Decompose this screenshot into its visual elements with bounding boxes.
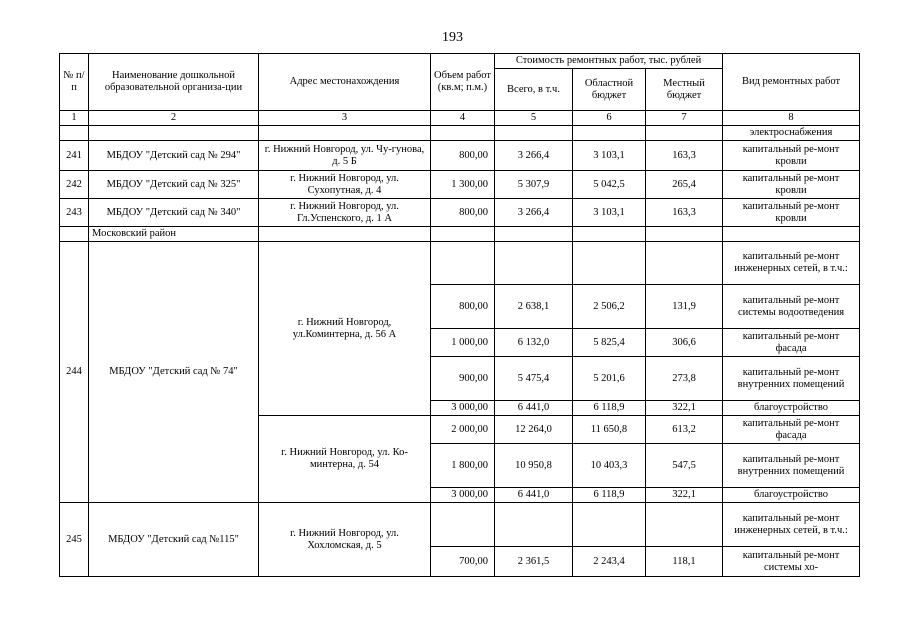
work-type-cell: капитальный ре-монт внутренних помещений bbox=[723, 357, 860, 401]
volume-cell: 800,00 bbox=[431, 285, 495, 329]
regional-cell: 6 118,9 bbox=[573, 488, 646, 503]
table-row bbox=[60, 199, 860, 227]
work-type-cell: капитальный ре-монт инженерных сетей, в т.ч.: bbox=[723, 242, 860, 285]
header-work-type: Вид ремонтных работ bbox=[723, 54, 860, 111]
total-cell: 3 266,4 bbox=[495, 199, 573, 227]
local-cell: 163,3 bbox=[646, 141, 723, 171]
local-cell: 163,3 bbox=[646, 199, 723, 227]
table-row bbox=[60, 126, 860, 141]
volume-cell: 1 300,00 bbox=[431, 171, 495, 199]
row-number: 243 bbox=[60, 199, 89, 227]
row-number: 245 bbox=[60, 503, 89, 577]
regional-cell: 3 103,1 bbox=[573, 141, 646, 171]
row-number: 241 bbox=[60, 141, 89, 171]
org-name-cell: МБДОУ "Детский сад № 340" bbox=[89, 199, 259, 227]
local-cell: 322,1 bbox=[646, 488, 723, 503]
regional-cell: 2 243,4 bbox=[573, 547, 646, 577]
header-n: № п/п bbox=[60, 54, 89, 111]
work-type-cell: капитальный ре-монт системы хо- bbox=[723, 547, 860, 577]
regional-cell: 11 650,8 bbox=[573, 416, 646, 444]
col-number: 4 bbox=[431, 111, 495, 126]
local-cell: 322,1 bbox=[646, 401, 723, 416]
header-cost-group: Стоимость ремонтных работ, тыс. рублей bbox=[495, 54, 723, 69]
regional-cell: 10 403,3 bbox=[573, 444, 646, 488]
regional-cell: 5 825,4 bbox=[573, 329, 646, 357]
org-name-cell: МБДОУ "Детский сад № 294" bbox=[89, 141, 259, 171]
volume-cell: 1 000,00 bbox=[431, 329, 495, 357]
district-label: Московский район bbox=[89, 227, 259, 242]
work-type-cell: капитальный ре-монт кровли bbox=[723, 171, 860, 199]
page-number: 193 bbox=[442, 30, 463, 45]
row-number: 242 bbox=[60, 171, 89, 199]
table-row bbox=[60, 171, 860, 199]
col-number: 7 bbox=[646, 111, 723, 126]
local-cell: 265,4 bbox=[646, 171, 723, 199]
volume-cell: 900,00 bbox=[431, 357, 495, 401]
address-cell: г. Нижний Новгород, ул. Ко-минтерна, д. 54 bbox=[259, 416, 431, 503]
work-type-cell: капитальный ре-монт фасада bbox=[723, 329, 860, 357]
volume-cell: 3 000,00 bbox=[431, 488, 495, 503]
regional-cell: 5 201,6 bbox=[573, 357, 646, 401]
address-cell: г. Нижний Новгород, ул. Хохломская, д. 5 bbox=[259, 503, 431, 577]
table-row bbox=[60, 141, 860, 171]
volume-cell: 3 000,00 bbox=[431, 401, 495, 416]
district-row bbox=[60, 227, 860, 242]
total-cell: 10 950,8 bbox=[495, 444, 573, 488]
repair-works-table bbox=[59, 53, 860, 577]
work-type-cell: капитальный ре-монт кровли bbox=[723, 199, 860, 227]
local-cell: 118,1 bbox=[646, 547, 723, 577]
local-cell: 131,9 bbox=[646, 285, 723, 329]
col-number: 8 bbox=[723, 111, 860, 126]
address-cell: г. Нижний Новгород, ул. Чу-гунова, д. 5 Б bbox=[259, 141, 431, 171]
work-type-cell: благоустройство bbox=[723, 488, 860, 503]
header-name: Наименование дошкольной образовательной организа-ции bbox=[89, 54, 259, 111]
total-cell: 12 264,0 bbox=[495, 416, 573, 444]
header-address: Адрес местонахождения bbox=[259, 54, 431, 111]
total-cell: 6 132,0 bbox=[495, 329, 573, 357]
work-type-cell: капитальный ре-монт кровли bbox=[723, 141, 860, 171]
work-type-cell: капитальный ре-монт внутренних помещений bbox=[723, 444, 860, 488]
col-number: 5 bbox=[495, 111, 573, 126]
regional-cell: 2 506,2 bbox=[573, 285, 646, 329]
volume-cell: 2 000,00 bbox=[431, 416, 495, 444]
total-cell: 3 266,4 bbox=[495, 141, 573, 171]
total-cell: 6 441,0 bbox=[495, 488, 573, 503]
col-number: 3 bbox=[259, 111, 431, 126]
address-cell: г. Нижний Новгород, ул. Сухопутная, д. 4 bbox=[259, 171, 431, 199]
address-cell: г. Нижний Новгород, ул. Гл.Успенского, д. 1 А bbox=[259, 199, 431, 227]
total-cell: 2 638,1 bbox=[495, 285, 573, 329]
header-regional: Областной бюджет bbox=[573, 69, 646, 111]
address-cell: г. Нижний Новгород, ул.Коминтерна, д. 56 А bbox=[259, 242, 431, 416]
work-type-cell: капитальный ре-монт инженерных сетей, в т.ч.: bbox=[723, 503, 860, 547]
total-cell: 5 475,4 bbox=[495, 357, 573, 401]
table-row bbox=[60, 242, 860, 285]
header-local: Местный бюджет bbox=[646, 69, 723, 111]
local-cell: 306,6 bbox=[646, 329, 723, 357]
local-cell: 547,5 bbox=[646, 444, 723, 488]
total-cell: 6 441,0 bbox=[495, 401, 573, 416]
regional-cell: 5 042,5 bbox=[573, 171, 646, 199]
volume-cell: 700,00 bbox=[431, 547, 495, 577]
work-type-cell: капитальный ре-монт фасада bbox=[723, 416, 860, 444]
col-number: 2 bbox=[89, 111, 259, 126]
org-name-cell: МБДОУ "Детский сад №115" bbox=[89, 503, 259, 577]
header-total: Всего, в т.ч. bbox=[495, 69, 573, 111]
volume-cell: 800,00 bbox=[431, 199, 495, 227]
regional-cell: 6 118,9 bbox=[573, 401, 646, 416]
regional-cell: 3 103,1 bbox=[573, 199, 646, 227]
local-cell: 613,2 bbox=[646, 416, 723, 444]
work-type-cell: благоустройство bbox=[723, 401, 860, 416]
total-cell: 5 307,9 bbox=[495, 171, 573, 199]
volume-cell: 800,00 bbox=[431, 141, 495, 171]
col-number: 1 bbox=[60, 111, 89, 126]
table-row bbox=[60, 503, 860, 547]
volume-cell: 1 800,00 bbox=[431, 444, 495, 488]
header-volume: Объем работ (кв.м; п.м.) bbox=[431, 54, 495, 111]
row-number: 244 bbox=[60, 242, 89, 503]
work-type-cell: капитальный ре-монт системы водоотведения bbox=[723, 285, 860, 329]
col-number: 6 bbox=[573, 111, 646, 126]
work-type-cell: электроснабжения bbox=[723, 126, 860, 141]
local-cell: 273,8 bbox=[646, 357, 723, 401]
total-cell: 2 361,5 bbox=[495, 547, 573, 577]
org-name-cell: МБДОУ "Детский сад № 325" bbox=[89, 171, 259, 199]
org-name-cell: МБДОУ "Детский сад № 74" bbox=[89, 242, 259, 503]
